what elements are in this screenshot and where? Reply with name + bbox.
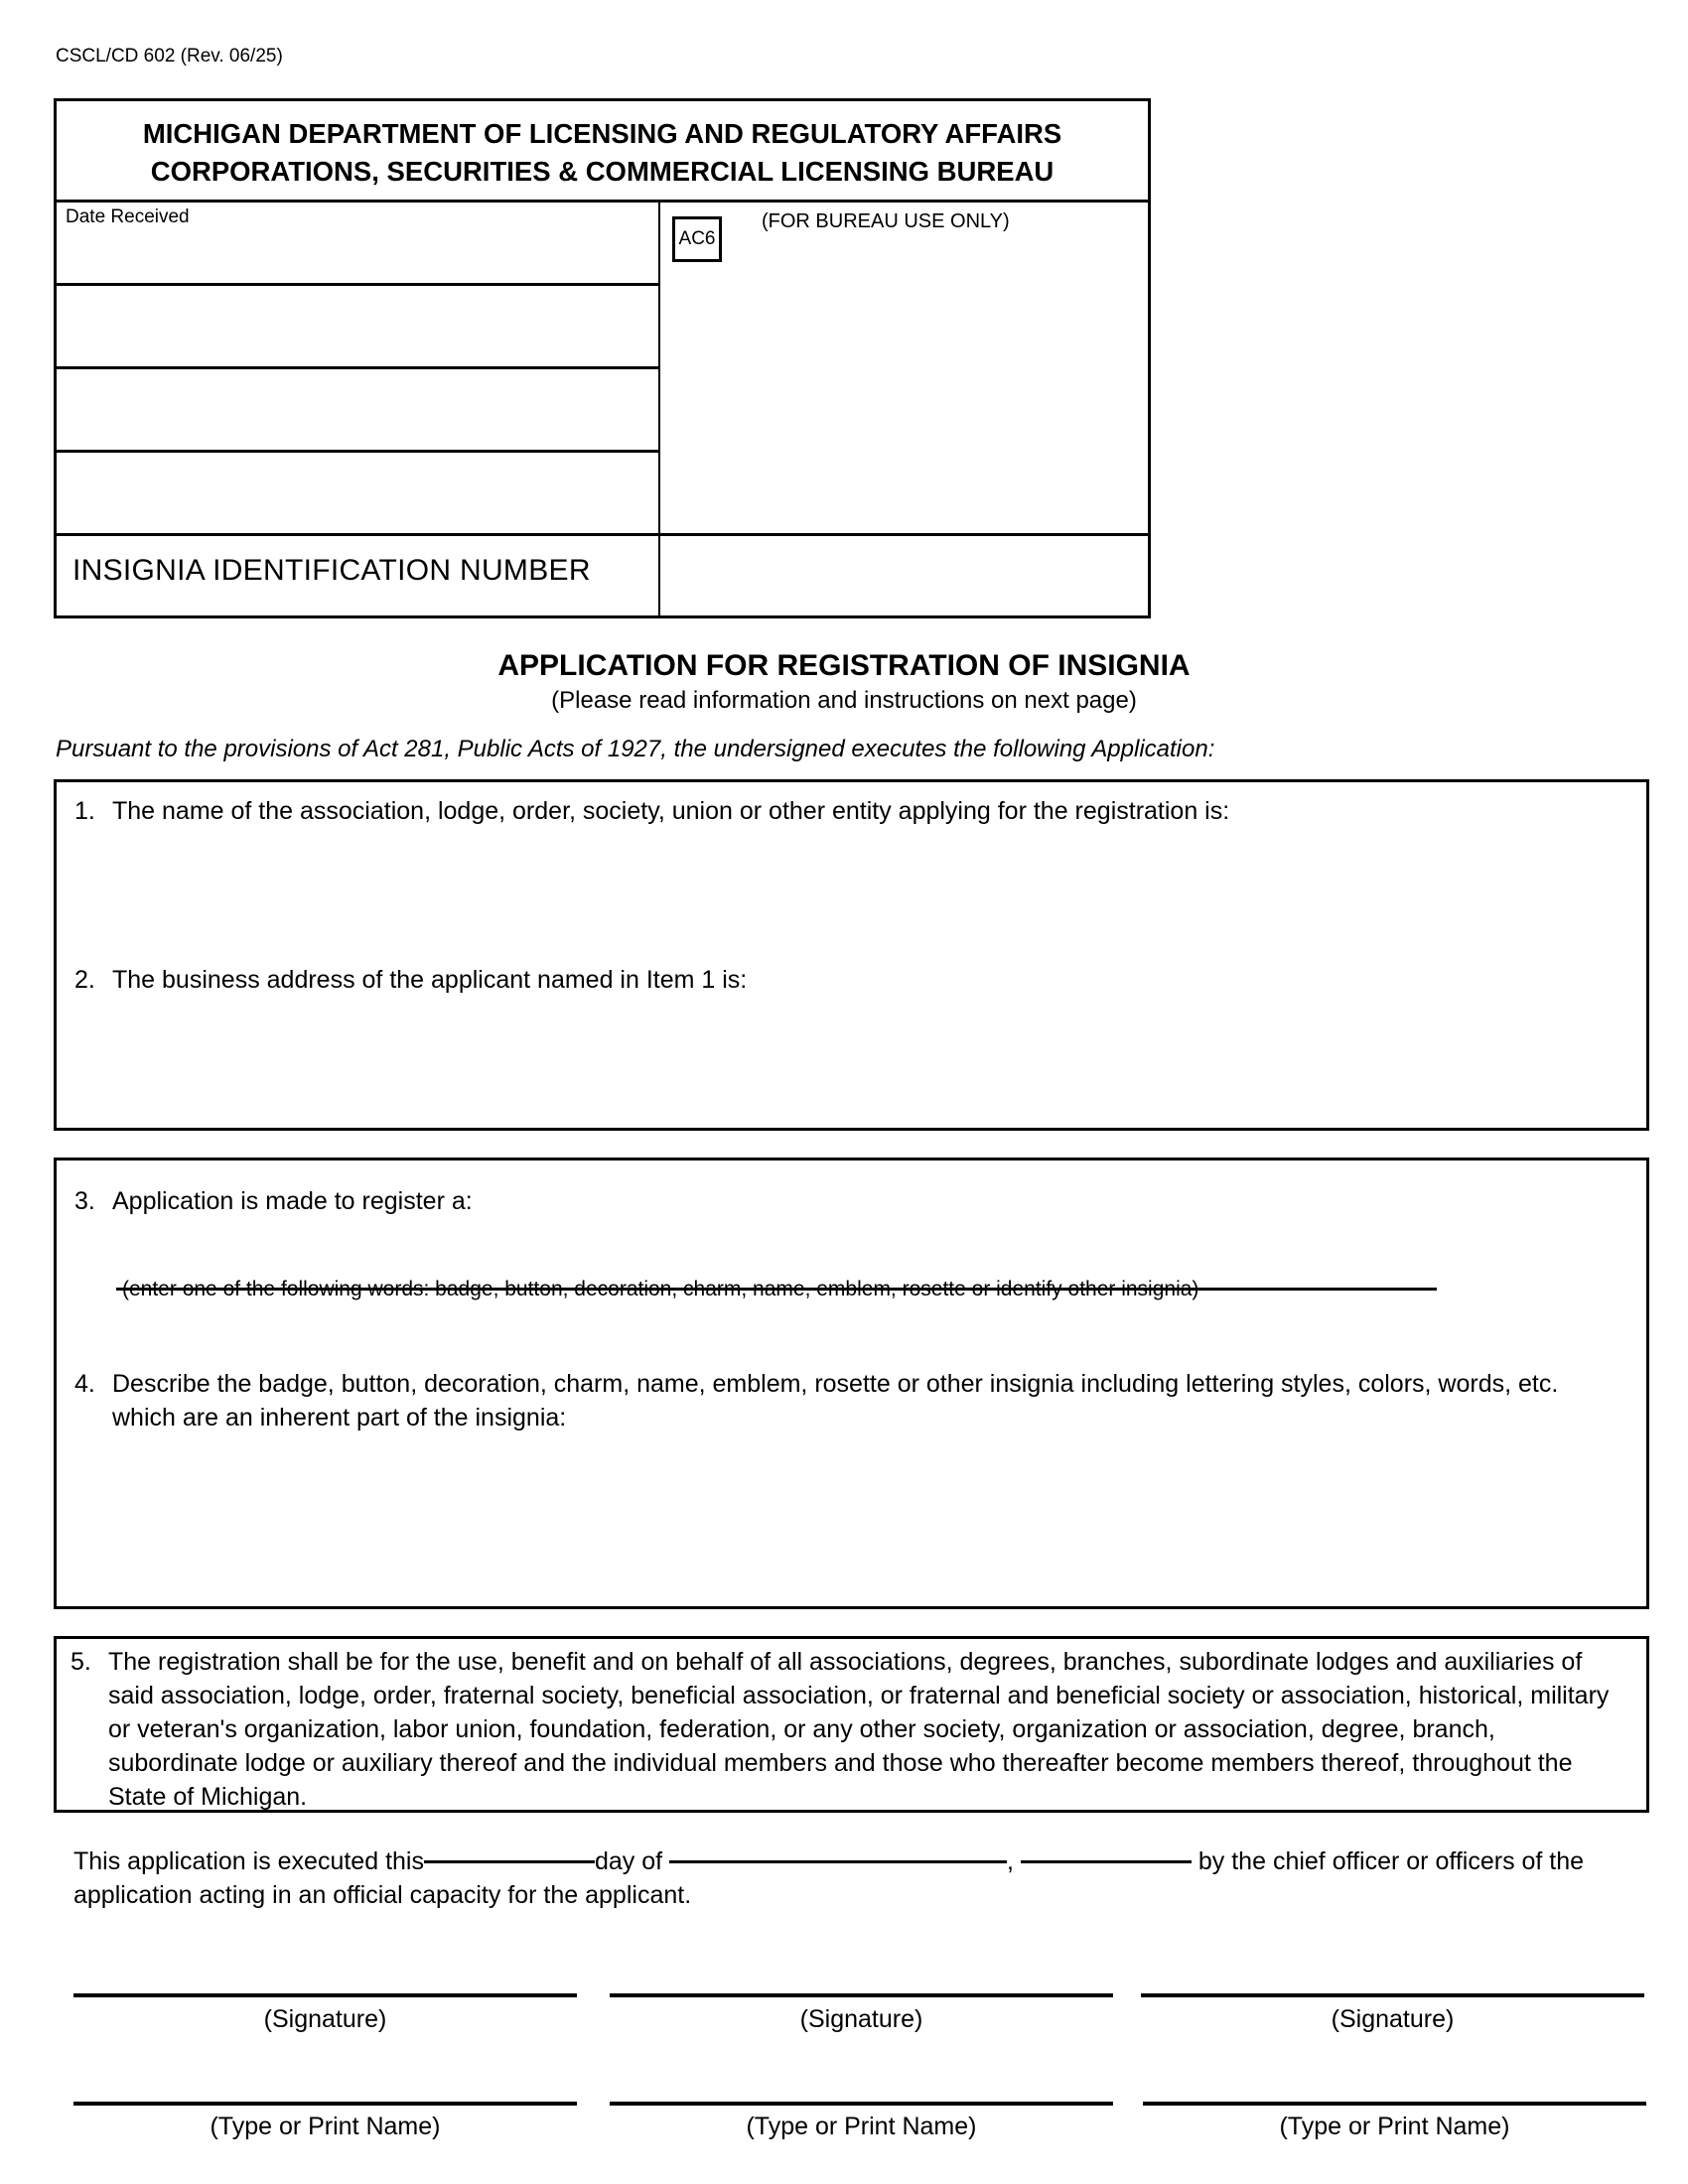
bureau-name: CORPORATIONS, SECURITIES & COMMERCIAL LICENSING BUREAU [150, 156, 1055, 187]
item-4-number: 4. [74, 1370, 95, 1398]
insignia-id-field[interactable] [660, 534, 1148, 615]
bureau-left-column [57, 203, 660, 615]
business-address-field[interactable] [112, 1007, 1621, 1116]
item-2 [74, 963, 1623, 997]
item-5-number: 5. [70, 1648, 91, 1676]
intro-statement: Pursuant to the provisions of Act 281, Public Acts of 1927, the undersigned executes the following Application: [56, 736, 1215, 762]
item-1-text: The name of the association, lodge, order, society, union or other entity applying for the registration is: [112, 797, 1230, 825]
bureau-use-area [660, 203, 1148, 536]
item-5-box [54, 1636, 1649, 1813]
item-3-number: 3. [74, 1187, 95, 1215]
items-3-4-box [54, 1158, 1649, 1609]
signature-field-2[interactable] [610, 1993, 1113, 1997]
execution-month-field[interactable] [669, 1859, 1007, 1863]
print-name-field-2[interactable] [610, 2102, 1113, 2106]
bureau-header-box [54, 98, 1151, 618]
page-title: APPLICATION FOR REGISTRATION OF INSIGNIA [497, 649, 1191, 682]
item-2-text: The business address of the applicant named in Item 1 is: [112, 966, 748, 994]
item-5-text: The registration shall be for the use, benefit and on behalf of all associations, degrees, branches, subordinate lodges and auxiliaries of said association, lodge, order, fraternal society, beneficial association, or fraternal and beneficial society or association, historical, military or veteran's organization, labor union, foundation, federation, or any other society, organization or association, degree, branch, subordinate lodge or auxiliary thereof and the individual members and those who thereafter become members thereof, throughout the State of Michigan. [108, 1648, 1610, 1811]
ac6-code-box: AC6 [672, 216, 722, 262]
entity-name-field[interactable] [112, 838, 1621, 937]
item-1 [74, 794, 1623, 828]
execution-text-4: by the chief officer or officers of the application acting in an official capacity for the applicant. [73, 1847, 1585, 1909]
bureau-field-2[interactable] [57, 286, 658, 369]
date-received-label: Date Received [66, 206, 190, 227]
signature-field-3[interactable] [1141, 1993, 1644, 1997]
execution-text-3: , [1007, 1847, 1014, 1875]
signature-label-2: (Signature) [799, 2005, 923, 2033]
item-3 [74, 1184, 1623, 1218]
print-name-label-2: (Type or Print Name) [746, 2113, 977, 2140]
print-name-field-3[interactable] [1143, 2102, 1646, 2106]
signature-label-3: (Signature) [1331, 2005, 1455, 2033]
print-name-label-3: (Type or Print Name) [1279, 2113, 1510, 2140]
insignia-type-hint: (enter one of the following words: badge, button, decoration, charm, name, emblem, rosette or identify other insignia) [122, 1278, 1199, 1300]
insignia-description-field[interactable] [112, 1440, 1621, 1589]
items-1-2-box [54, 779, 1649, 1131]
print-name-label-1: (Type or Print Name) [210, 2113, 441, 2140]
execution-year-field[interactable] [1021, 1859, 1192, 1863]
insignia-id-label: INSIGNIA IDENTIFICATION NUMBER [72, 554, 591, 587]
signature-label-1: (Signature) [263, 2005, 387, 2033]
item-4 [74, 1367, 1623, 1434]
insignia-id-label-cell [57, 534, 658, 615]
bureau-field-4[interactable] [57, 453, 658, 536]
print-name-field-1[interactable] [73, 2102, 577, 2106]
date-received-field[interactable] [57, 203, 658, 286]
bureau-use-label: (FOR BUREAU USE ONLY) [762, 210, 1010, 232]
form-code: CSCL/CD 602 (Rev. 06/25) [56, 46, 283, 67]
execution-text-2: day of [594, 1847, 663, 1875]
page-subtitle: (Please read information and instructions on next page) [551, 687, 1137, 714]
bureau-field-3[interactable] [57, 369, 658, 453]
department-heading [57, 101, 1148, 203]
execution-text-1: This application is executed this [73, 1847, 424, 1875]
execution-statement [73, 1844, 1642, 1912]
department-name: MICHIGAN DEPARTMENT OF LICENSING AND REGULATORY AFFAIRS [142, 118, 1062, 149]
item-3-text: Application is made to register a: [112, 1187, 473, 1215]
item-5 [70, 1645, 1629, 1814]
item-2-number: 2. [74, 966, 95, 994]
signature-field-1[interactable] [73, 1993, 577, 1997]
item-4-text: Describe the badge, button, decoration, charm, name, emblem, rosette or other insignia including lettering styles, colors, words, etc. which are an inherent part of the insignia: [112, 1370, 1559, 1432]
execution-day-field[interactable] [424, 1859, 595, 1863]
item-1-number: 1. [74, 797, 95, 825]
